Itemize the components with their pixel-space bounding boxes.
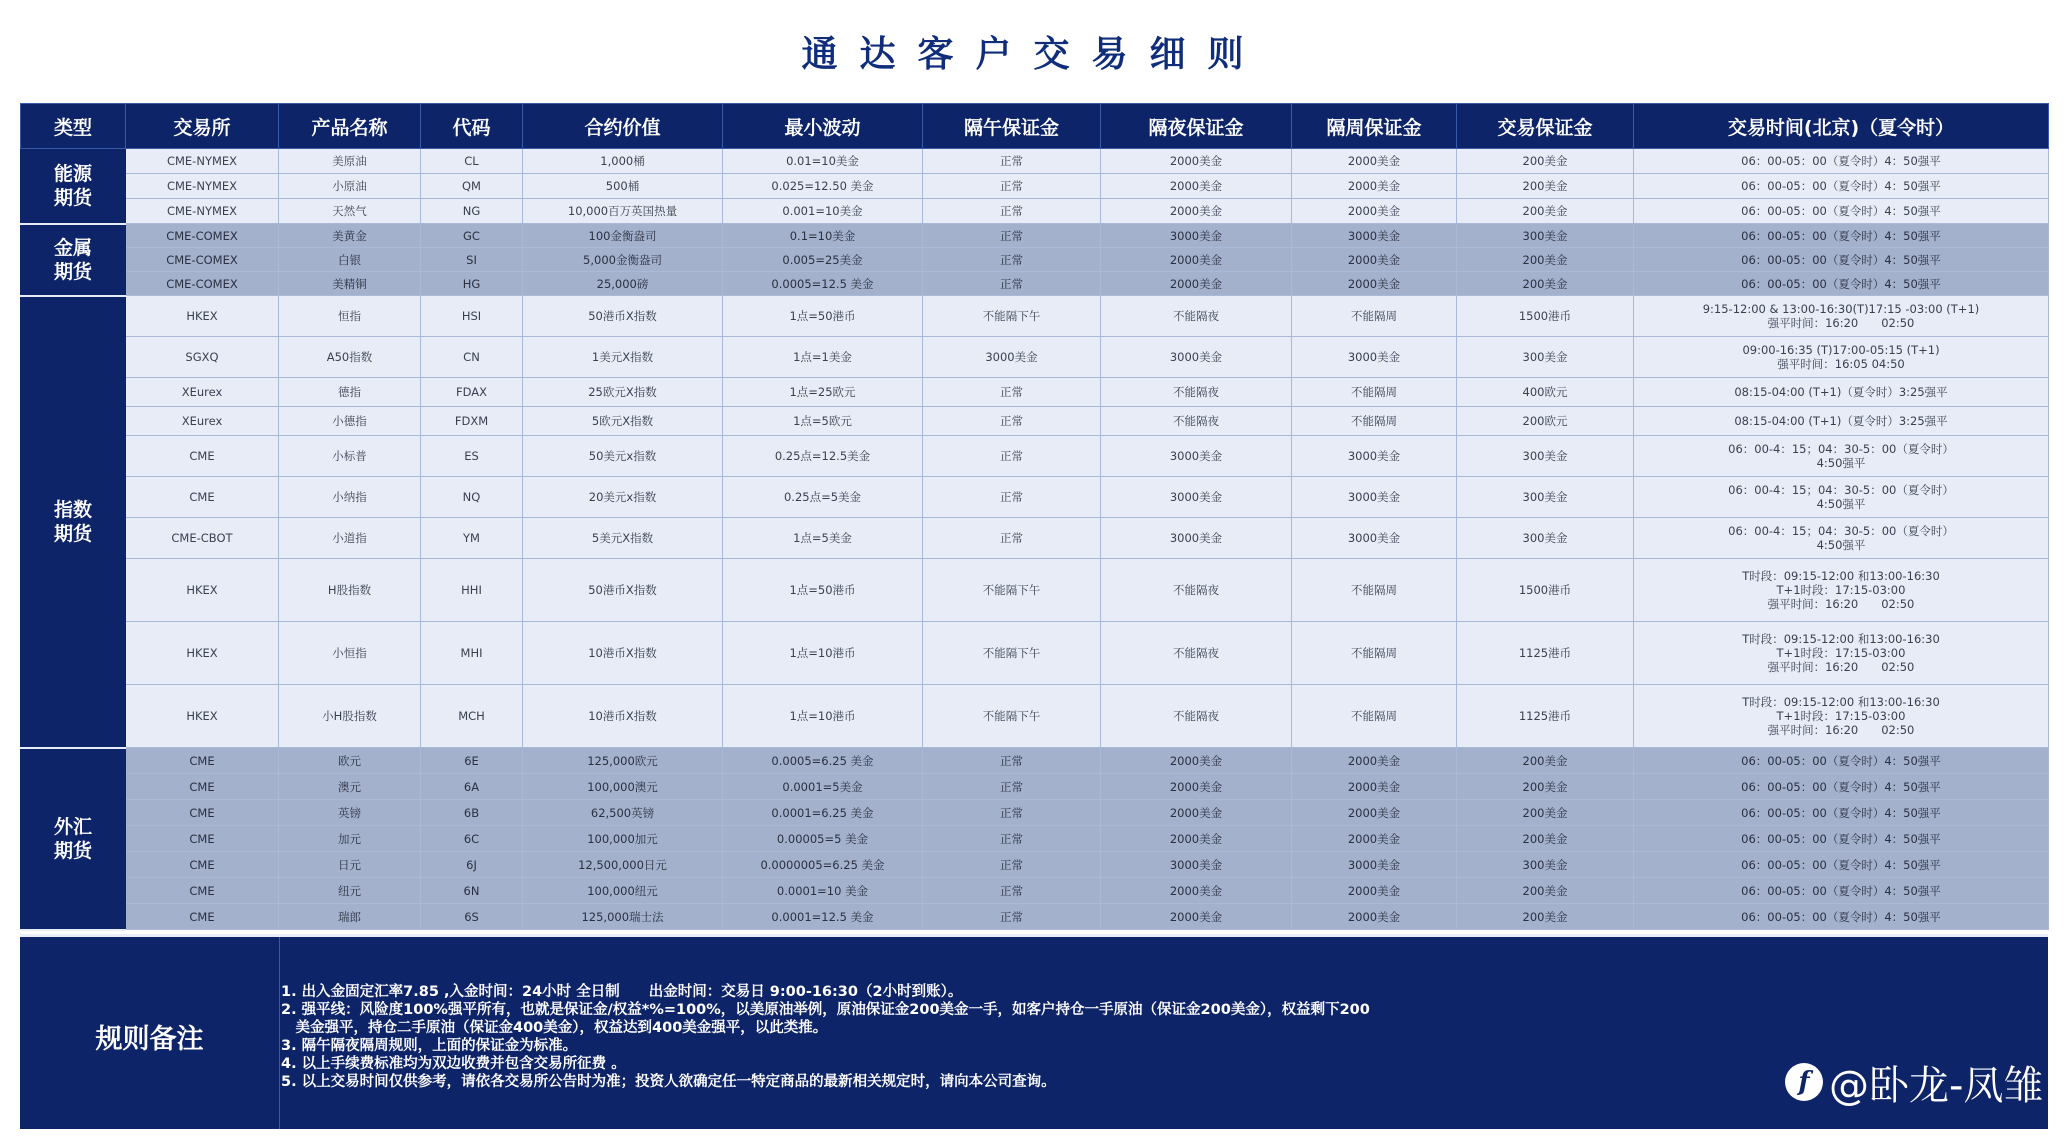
cell-night-margin: 不能隔夜 <box>1101 559 1292 622</box>
cell-week-margin: 不能隔周 <box>1292 559 1457 622</box>
cell-exchange: SGXQ <box>126 337 279 378</box>
cell-night-margin: 不能隔夜 <box>1101 378 1292 407</box>
cell-code: HSI <box>421 296 523 337</box>
cell-product: 美黄金 <box>279 224 421 248</box>
cell-noon-margin: 正常 <box>923 199 1101 224</box>
cell-contract: 1美元X指数 <box>523 337 723 378</box>
cell-code: NQ <box>421 477 523 518</box>
cell-trade-margin: 200美金 <box>1457 174 1634 199</box>
cell-tick: 1点=50港币 <box>723 559 923 622</box>
cell-tick: 1点=10港币 <box>723 685 923 748</box>
cell-code: 6N <box>421 878 523 904</box>
cell-contract: 100,000纽元 <box>523 878 723 904</box>
cell-code: FDAX <box>421 378 523 407</box>
cell-exchange: CME <box>126 852 279 878</box>
col-header-contract: 合约价值 <box>523 104 723 149</box>
cell-trading-time: 06：00-05：00（夏令时）4：50强平 <box>1634 800 2049 826</box>
cell-code: CL <box>421 149 523 174</box>
cell-trading-time: 06：00-05：00（夏令时）4：50强平 <box>1634 248 2049 272</box>
cell-code: QM <box>421 174 523 199</box>
cell-product: 小标普 <box>279 436 421 477</box>
cell-product: A50指数 <box>279 337 421 378</box>
cell-code: SI <box>421 248 523 272</box>
cell-tick: 0.0005=6.25 美金 <box>723 748 923 774</box>
cell-trading-time: 08:15-04:00 (T+1)（夏令时）3:25强平 <box>1634 378 2049 407</box>
cell-exchange: CME-CBOT <box>126 518 279 559</box>
cell-product: 小H股指数 <box>279 685 421 748</box>
trading-rules-table <box>20 103 2049 931</box>
category-metal: 金属 期货 <box>21 224 126 296</box>
table-row <box>21 774 2049 800</box>
cell-week-margin: 不能隔周 <box>1292 622 1457 685</box>
cell-week-margin: 2000美金 <box>1292 748 1457 774</box>
cell-exchange: CME <box>126 436 279 477</box>
cell-noon-margin: 正常 <box>923 826 1101 852</box>
cell-trade-margin: 200美金 <box>1457 878 1634 904</box>
cell-product: 天然气 <box>279 199 421 224</box>
cell-noon-margin: 不能隔下午 <box>923 685 1101 748</box>
cell-exchange: XEurex <box>126 378 279 407</box>
cell-night-margin: 3000美金 <box>1101 337 1292 378</box>
cell-noon-margin: 正常 <box>923 748 1101 774</box>
cell-noon-margin: 正常 <box>923 518 1101 559</box>
cell-contract: 1,000桶 <box>523 149 723 174</box>
cell-tick: 1点=25欧元 <box>723 378 923 407</box>
cell-night-margin: 2000美金 <box>1101 878 1292 904</box>
cell-contract: 5欧元X指数 <box>523 407 723 436</box>
cell-tick: 1点=1美金 <box>723 337 923 378</box>
cell-noon-margin: 正常 <box>923 272 1101 296</box>
table-row <box>21 224 2049 248</box>
cell-week-margin: 3000美金 <box>1292 337 1457 378</box>
table-row <box>21 518 2049 559</box>
col-header-code: 代码 <box>421 104 523 149</box>
cell-night-margin: 3000美金 <box>1101 477 1292 518</box>
table-row <box>21 622 2049 685</box>
cell-contract: 5,000金衡盎司 <box>523 248 723 272</box>
cell-trading-time: T时段：09:15-12:00 和13:00-16:30 T+1时段：17:15-03:00 强平时间：16:20 02:50 <box>1634 559 2049 622</box>
cell-code: CN <box>421 337 523 378</box>
col-header-noon-margin: 隔午保证金 <box>923 104 1101 149</box>
cell-week-margin: 不能隔周 <box>1292 685 1457 748</box>
cell-exchange: CME-COMEX <box>126 224 279 248</box>
cell-contract: 500桶 <box>523 174 723 199</box>
table-row <box>21 800 2049 826</box>
table-row <box>21 296 2049 337</box>
cell-trading-time: 06：00-05：00（夏令时）4：50强平 <box>1634 774 2049 800</box>
category-index: 指数 期货 <box>21 296 126 748</box>
col-header-trade-margin: 交易保证金 <box>1457 104 1634 149</box>
cell-night-margin: 2000美金 <box>1101 800 1292 826</box>
cell-tick: 0.00005=5 美金 <box>723 826 923 852</box>
cell-contract: 10,000百万英国热量 <box>523 199 723 224</box>
table-row <box>21 378 2049 407</box>
cell-night-margin: 2000美金 <box>1101 774 1292 800</box>
cell-week-margin: 2000美金 <box>1292 800 1457 826</box>
cell-night-margin: 3000美金 <box>1101 852 1292 878</box>
cell-trading-time: 06：00-4：15；04：30-5：00（夏令时） 4:50强平 <box>1634 436 2049 477</box>
table-row <box>21 748 2049 774</box>
cell-code: 6E <box>421 748 523 774</box>
col-header-tick: 最小波动 <box>723 104 923 149</box>
cell-noon-margin: 正常 <box>923 436 1101 477</box>
cell-tick: 0.0001=12.5 美金 <box>723 904 923 930</box>
table-row <box>21 407 2049 436</box>
cell-contract: 25欧元X指数 <box>523 378 723 407</box>
cell-night-margin: 不能隔夜 <box>1101 296 1292 337</box>
notes-label: 规则备注 <box>95 1024 204 1055</box>
cell-trading-time: 06：00-4：15；04：30-5：00（夏令时） 4:50强平 <box>1634 477 2049 518</box>
cell-noon-margin: 不能隔下午 <box>923 559 1101 622</box>
cell-night-margin: 2000美金 <box>1101 149 1292 174</box>
cell-noon-margin: 正常 <box>923 800 1101 826</box>
cell-week-margin: 3000美金 <box>1292 477 1457 518</box>
note-line: 1. 出入金固定汇率7.85 ,入金时间：24小时 全日制 出金时间：交易日 9:00-16:30（2小时到账）。 <box>281 984 963 1000</box>
category-energy: 能源 期货 <box>21 149 126 224</box>
cell-noon-margin: 不能隔下午 <box>923 296 1101 337</box>
cell-exchange: CME-COMEX <box>126 272 279 296</box>
cell-exchange: CME <box>126 477 279 518</box>
cell-contract: 5美元X指数 <box>523 518 723 559</box>
table-row <box>21 272 2049 296</box>
note-line: 2. 强平线：风险度100%强平所有，也就是保证金/权益*%=100%，以美原油举例，原油保证金200美金一手，如客户持仓一手原油（保证金200美金），权益剩下200 <box>281 1002 1370 1018</box>
col-header-week-margin: 隔周保证金 <box>1292 104 1457 149</box>
cell-noon-margin: 正常 <box>923 174 1101 199</box>
cell-noon-margin: 不能隔下午 <box>923 622 1101 685</box>
cell-product: 小纳指 <box>279 477 421 518</box>
cell-tick: 0.0001=10 美金 <box>723 878 923 904</box>
cell-week-margin: 不能隔周 <box>1292 378 1457 407</box>
cell-code: HG <box>421 272 523 296</box>
cell-tick: 0.0005=12.5 美金 <box>723 272 923 296</box>
cell-contract: 50港币X指数 <box>523 296 723 337</box>
cell-tick: 0.0000005=6.25 美金 <box>723 852 923 878</box>
table-row <box>21 337 2049 378</box>
cell-night-margin: 2000美金 <box>1101 826 1292 852</box>
cell-code: HHI <box>421 559 523 622</box>
cell-product: 欧元 <box>279 748 421 774</box>
cell-trade-margin: 300美金 <box>1457 224 1634 248</box>
cell-product: 瑞郎 <box>279 904 421 930</box>
cell-trading-time: 06：00-05：00（夏令时）4：50强平 <box>1634 224 2049 248</box>
cell-product: 白银 <box>279 248 421 272</box>
cell-week-margin: 2000美金 <box>1292 904 1457 930</box>
cell-product: 澳元 <box>279 774 421 800</box>
cell-week-margin: 2000美金 <box>1292 149 1457 174</box>
cell-trade-margin: 200美金 <box>1457 149 1634 174</box>
cell-trade-margin: 1125港币 <box>1457 685 1634 748</box>
cell-product: 日元 <box>279 852 421 878</box>
cell-tick: 0.005=25美金 <box>723 248 923 272</box>
cell-product: 小原油 <box>279 174 421 199</box>
cell-trading-time: 08:15-04:00 (T+1)（夏令时）3:25强平 <box>1634 407 2049 436</box>
cell-trading-time: 06：00-4：15；04：30-5：00（夏令时） 4:50强平 <box>1634 518 2049 559</box>
cell-week-margin: 不能隔周 <box>1292 296 1457 337</box>
col-header-night-margin: 隔夜保证金 <box>1101 104 1292 149</box>
cell-product: 美精铜 <box>279 272 421 296</box>
cell-trading-time: T时段：09:15-12:00 和13:00-16:30 T+1时段：17:15-03:00 强平时间：16:20 02:50 <box>1634 685 2049 748</box>
cell-trading-time: 06：00-05：00（夏令时）4：50强平 <box>1634 199 2049 224</box>
cell-week-margin: 2000美金 <box>1292 878 1457 904</box>
cell-tick: 1点=10港币 <box>723 622 923 685</box>
cell-night-margin: 2000美金 <box>1101 199 1292 224</box>
cell-code: NG <box>421 199 523 224</box>
cell-noon-margin: 3000美金 <box>923 337 1101 378</box>
cell-product: 小恒指 <box>279 622 421 685</box>
cell-noon-margin: 正常 <box>923 378 1101 407</box>
cell-tick: 0.1=10美金 <box>723 224 923 248</box>
cell-trade-margin: 300美金 <box>1457 477 1634 518</box>
cell-night-margin: 不能隔夜 <box>1101 407 1292 436</box>
cell-night-margin: 3000美金 <box>1101 436 1292 477</box>
cell-contract: 100,000澳元 <box>523 774 723 800</box>
cell-night-margin: 3000美金 <box>1101 224 1292 248</box>
cell-week-margin: 2000美金 <box>1292 174 1457 199</box>
cell-exchange: CME <box>126 774 279 800</box>
table-row <box>21 436 2049 477</box>
col-header-product: 产品名称 <box>279 104 421 149</box>
cell-contract: 10港币X指数 <box>523 685 723 748</box>
cell-trade-margin: 300美金 <box>1457 518 1634 559</box>
cell-week-margin: 3000美金 <box>1292 224 1457 248</box>
cell-trading-time: 06：00-05：00（夏令时）4：50强平 <box>1634 174 2049 199</box>
cell-product: 小德指 <box>279 407 421 436</box>
cell-noon-margin: 正常 <box>923 477 1101 518</box>
cell-trading-time: 06：00-05：00（夏令时）4：50强平 <box>1634 852 2049 878</box>
cell-trade-margin: 400欧元 <box>1457 378 1634 407</box>
cell-trading-time: 06：00-05：00（夏令时）4：50强平 <box>1634 904 2049 930</box>
cell-noon-margin: 正常 <box>923 904 1101 930</box>
col-header-type: 类型 <box>21 104 126 149</box>
cell-code: YM <box>421 518 523 559</box>
cell-trading-time: T时段：09:15-12:00 和13:00-16:30 T+1时段：17:15-03:00 强平时间：16:20 02:50 <box>1634 622 2049 685</box>
cell-code: GC <box>421 224 523 248</box>
cell-tick: 0.025=12.50 美金 <box>723 174 923 199</box>
cell-week-margin: 3000美金 <box>1292 852 1457 878</box>
cell-trade-margin: 200欧元 <box>1457 407 1634 436</box>
page-title: 通达客户交易细则 <box>801 34 1266 75</box>
cell-code: MHI <box>421 622 523 685</box>
cell-trading-time: 06：00-05：00（夏令时）4：50强平 <box>1634 149 2049 174</box>
cell-exchange: CME <box>126 748 279 774</box>
cell-trading-time: 09:00-16:35 (T)17:00-05:15 (T+1) 强平时间：16:05 04:50 <box>1634 337 2049 378</box>
cell-tick: 0.001=10美金 <box>723 199 923 224</box>
table-row <box>21 149 2049 174</box>
cell-product: 加元 <box>279 826 421 852</box>
cell-trading-time: 06：00-05：00（夏令时）4：50强平 <box>1634 748 2049 774</box>
watermark-text: @卧龙-凤雏 <box>1829 1062 2044 1109</box>
cell-contract: 50港币X指数 <box>523 559 723 622</box>
cell-week-margin: 3000美金 <box>1292 436 1457 477</box>
cell-noon-margin: 正常 <box>923 407 1101 436</box>
cell-exchange: CME <box>126 904 279 930</box>
cell-tick: 0.25点=12.5美金 <box>723 436 923 477</box>
cell-contract: 62,500英镑 <box>523 800 723 826</box>
table-row <box>21 878 2049 904</box>
cell-week-margin: 2000美金 <box>1292 248 1457 272</box>
cell-trade-margin: 200美金 <box>1457 748 1634 774</box>
cell-contract: 100,000加元 <box>523 826 723 852</box>
note-line: 3. 隔午隔夜隔周规则，上面的保证金为标准。 <box>281 1038 578 1054</box>
cell-night-margin: 2000美金 <box>1101 174 1292 199</box>
cell-trade-margin: 300美金 <box>1457 436 1634 477</box>
cell-exchange: HKEX <box>126 559 279 622</box>
table-row <box>21 904 2049 930</box>
cell-trading-time: 06：00-05：00（夏令时）4：50强平 <box>1634 826 2049 852</box>
table-row <box>21 477 2049 518</box>
notes-list <box>281 983 1481 1091</box>
cell-code: MCH <box>421 685 523 748</box>
col-header-exchange: 交易所 <box>126 104 279 149</box>
cell-night-margin: 3000美金 <box>1101 518 1292 559</box>
note-line: 美金强平，持仓二手原油（保证金400美金），权益达到400美金强平，以此类推。 <box>281 1020 828 1036</box>
cell-exchange: CME <box>126 878 279 904</box>
col-header-trading-time: 交易时间(北京)（夏令时） <box>1634 104 2049 149</box>
cell-contract: 125,000欧元 <box>523 748 723 774</box>
cell-night-margin: 不能隔夜 <box>1101 685 1292 748</box>
cell-product: 小道指 <box>279 518 421 559</box>
cell-contract: 50美元x指数 <box>523 436 723 477</box>
notes-divider <box>279 937 280 1129</box>
table-row <box>21 685 2049 748</box>
cell-contract: 25,000磅 <box>523 272 723 296</box>
table-row <box>21 199 2049 224</box>
cell-code: 6A <box>421 774 523 800</box>
cell-noon-margin: 正常 <box>923 248 1101 272</box>
cell-product: 德指 <box>279 378 421 407</box>
cell-trade-margin: 200美金 <box>1457 199 1634 224</box>
cell-exchange: CME-NYMEX <box>126 174 279 199</box>
cell-tick: 1点=50港币 <box>723 296 923 337</box>
cell-exchange: HKEX <box>126 296 279 337</box>
cell-trade-margin: 200美金 <box>1457 904 1634 930</box>
cell-night-margin: 不能隔夜 <box>1101 622 1292 685</box>
table-row <box>21 248 2049 272</box>
cell-week-margin: 不能隔周 <box>1292 407 1457 436</box>
cell-tick: 0.25点=5美金 <box>723 477 923 518</box>
table-row <box>21 559 2049 622</box>
cell-noon-margin: 正常 <box>923 774 1101 800</box>
cell-code: 6C <box>421 826 523 852</box>
cell-week-margin: 2000美金 <box>1292 774 1457 800</box>
cell-exchange: CME <box>126 800 279 826</box>
cell-night-margin: 2000美金 <box>1101 248 1292 272</box>
cell-exchange: HKEX <box>126 685 279 748</box>
cell-contract: 20美元x指数 <box>523 477 723 518</box>
cell-trade-margin: 1125港币 <box>1457 622 1634 685</box>
cell-exchange: XEurex <box>126 407 279 436</box>
cell-contract: 10港币X指数 <box>523 622 723 685</box>
cell-code: 6J <box>421 852 523 878</box>
cell-code: 6B <box>421 800 523 826</box>
cell-night-margin: 2000美金 <box>1101 272 1292 296</box>
cell-trade-margin: 300美金 <box>1457 852 1634 878</box>
cell-exchange: CME <box>126 826 279 852</box>
cell-code: 6S <box>421 904 523 930</box>
note-line: 4. 以上手续费标准均为双边收费并包含交易所征费 。 <box>281 1056 626 1072</box>
cell-code: FDXM <box>421 407 523 436</box>
cell-trade-margin: 300美金 <box>1457 337 1634 378</box>
toutiao-f-icon: f <box>1785 1063 1823 1101</box>
cell-tick: 1点=5欧元 <box>723 407 923 436</box>
cell-tick: 0.0001=5美金 <box>723 774 923 800</box>
table-row <box>21 852 2049 878</box>
cell-product: 英镑 <box>279 800 421 826</box>
cell-noon-margin: 正常 <box>923 224 1101 248</box>
rules-notes-panel <box>20 934 2048 1129</box>
category-fx: 外汇 期货 <box>21 748 126 930</box>
cell-trade-margin: 200美金 <box>1457 248 1634 272</box>
cell-contract: 125,000瑞士法 <box>523 904 723 930</box>
cell-noon-margin: 正常 <box>923 852 1101 878</box>
cell-product: 美原油 <box>279 149 421 174</box>
cell-exchange: CME-NYMEX <box>126 149 279 174</box>
cell-night-margin: 2000美金 <box>1101 748 1292 774</box>
note-line: 5. 以上交易时间仅供参考，请依各交易所公告时为准；投资人欲确定任一特定商品的最新相关规定时，请向本公司查询。 <box>281 1074 1056 1090</box>
header-row <box>21 104 2049 149</box>
cell-tick: 0.0001=6.25 美金 <box>723 800 923 826</box>
cell-contract: 100金衡盎司 <box>523 224 723 248</box>
cell-product: 恒指 <box>279 296 421 337</box>
cell-product: 纽元 <box>279 878 421 904</box>
cell-trade-margin: 200美金 <box>1457 774 1634 800</box>
cell-trading-time: 06：00-05：00（夏令时）4：50强平 <box>1634 878 2049 904</box>
cell-code: ES <box>421 436 523 477</box>
cell-noon-margin: 正常 <box>923 149 1101 174</box>
cell-trade-margin: 1500港币 <box>1457 296 1634 337</box>
table-row <box>21 174 2049 199</box>
cell-trade-margin: 200美金 <box>1457 826 1634 852</box>
cell-product: H股指数 <box>279 559 421 622</box>
cell-trade-margin: 1500港币 <box>1457 559 1634 622</box>
cell-week-margin: 2000美金 <box>1292 199 1457 224</box>
cell-exchange: CME-COMEX <box>126 248 279 272</box>
cell-trade-margin: 200美金 <box>1457 800 1634 826</box>
cell-night-margin: 2000美金 <box>1101 904 1292 930</box>
cell-exchange: CME-NYMEX <box>126 199 279 224</box>
cell-trading-time: 9:15-12:00 & 13:00-16:30(T)17:15 -03:00 (T+1) 强平时间：16:20 02:50 <box>1634 296 2049 337</box>
cell-trade-margin: 200美金 <box>1457 272 1634 296</box>
cell-noon-margin: 正常 <box>923 878 1101 904</box>
cell-contract: 12,500,000日元 <box>523 852 723 878</box>
cell-exchange: HKEX <box>126 622 279 685</box>
cell-tick: 0.01=10美金 <box>723 149 923 174</box>
cell-week-margin: 3000美金 <box>1292 518 1457 559</box>
cell-week-margin: 2000美金 <box>1292 272 1457 296</box>
cell-tick: 1点=5美金 <box>723 518 923 559</box>
table-row <box>21 826 2049 852</box>
cell-trading-time: 06：00-05：00（夏令时）4：50强平 <box>1634 272 2049 296</box>
watermark <box>1785 1058 2044 1109</box>
cell-week-margin: 2000美金 <box>1292 826 1457 852</box>
